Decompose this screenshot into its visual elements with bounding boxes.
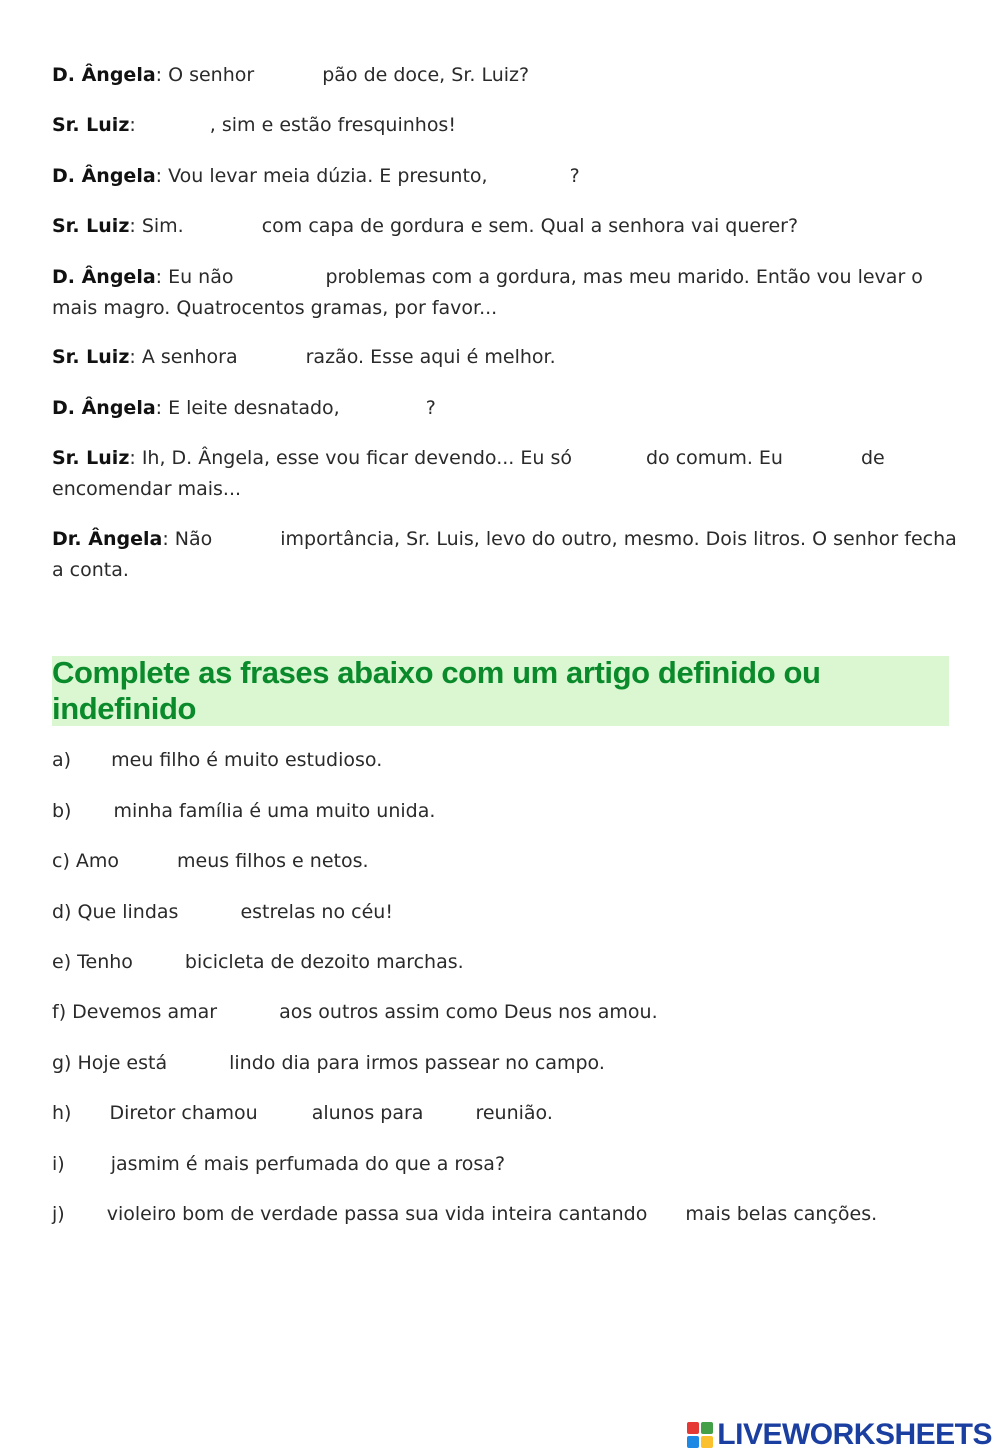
speaker-name: D. Ângela — [52, 64, 156, 86]
dialogue-line: Sr. Luiz: A senhora razão. Esse aqui é melhor. — [52, 346, 556, 368]
speaker-name: Sr. Luiz — [52, 447, 130, 469]
dialogue-line: D. Ângela: E leite desnatado, ? — [52, 397, 436, 419]
speaker-name: Sr. Luiz — [52, 346, 130, 368]
exercise-item: a) meu filho é muito estudioso. — [52, 749, 383, 771]
speaker-name: Dr. Ângela — [52, 528, 163, 550]
dialogue-line: D. Ângela: O senhor pão de doce, Sr. Luiz? — [52, 64, 530, 86]
logo-grid-icon — [687, 1422, 713, 1448]
speaker-name: D. Ângela — [52, 266, 156, 288]
exercise-item: b) minha família é uma muito unida. — [52, 800, 436, 822]
dialogue-line: Sr. Luiz: Ih, D. Ângela, esse vou ficar devendo... Eu só do comum. Eu de encomendar mais... — [52, 447, 885, 500]
dialogue-line: D. Ângela: Eu não problemas com a gordura, mas meu marido. Então vou levar o mais magro. Quatrocentos gramas, por favor... — [52, 266, 923, 319]
exercise-item: h) Diretor chamou alunos para reunião. — [52, 1102, 553, 1124]
speaker-name: Sr. Luiz — [52, 114, 130, 136]
liveworksheets-logo — [687, 1418, 992, 1452]
exercise-item: e) Tenho bicicleta de dezoito marchas. — [52, 951, 464, 973]
exercise-item: f) Devemos amar aos outros assim como Deus nos amou. — [52, 1001, 658, 1023]
exercise-item: j) violeiro bom de verdade passa sua vida inteira cantando mais belas canções. — [52, 1203, 878, 1225]
exercise-item: d) Que lindas estrelas no céu! — [52, 901, 393, 923]
exercise-item: c) Amo meus filhos e netos. — [52, 850, 369, 872]
section-banner — [52, 656, 949, 726]
exercise-item: i) jasmim é mais perfumada do que a rosa? — [52, 1153, 506, 1175]
speaker-name: D. Ângela — [52, 165, 156, 187]
logo-text: LIVEWORKSHEETS — [717, 1418, 992, 1451]
dialogue-line: Sr. Luiz: , sim e estão fresquinhos! — [52, 114, 456, 136]
speaker-name: Sr. Luiz — [52, 215, 130, 237]
dialogue-line: D. Ângela: Vou levar meia dúzia. E presunto, ? — [52, 165, 580, 187]
dialogue-line: Sr. Luiz: Sim. com capa de gordura e sem. Qual a senhora vai querer? — [52, 215, 799, 237]
speaker-name: D. Ângela — [52, 397, 156, 419]
exercise-item: g) Hoje está lindo dia para irmos passear no campo. — [52, 1052, 605, 1074]
section-title: Complete as frases abaixo com um artigo definido ou indefinido — [52, 655, 821, 726]
dialogue-line: Dr. Ângela: Não importância, Sr. Luis, levo do outro, mesmo. Dois litros. O senhor fecha a conta. — [52, 528, 957, 581]
